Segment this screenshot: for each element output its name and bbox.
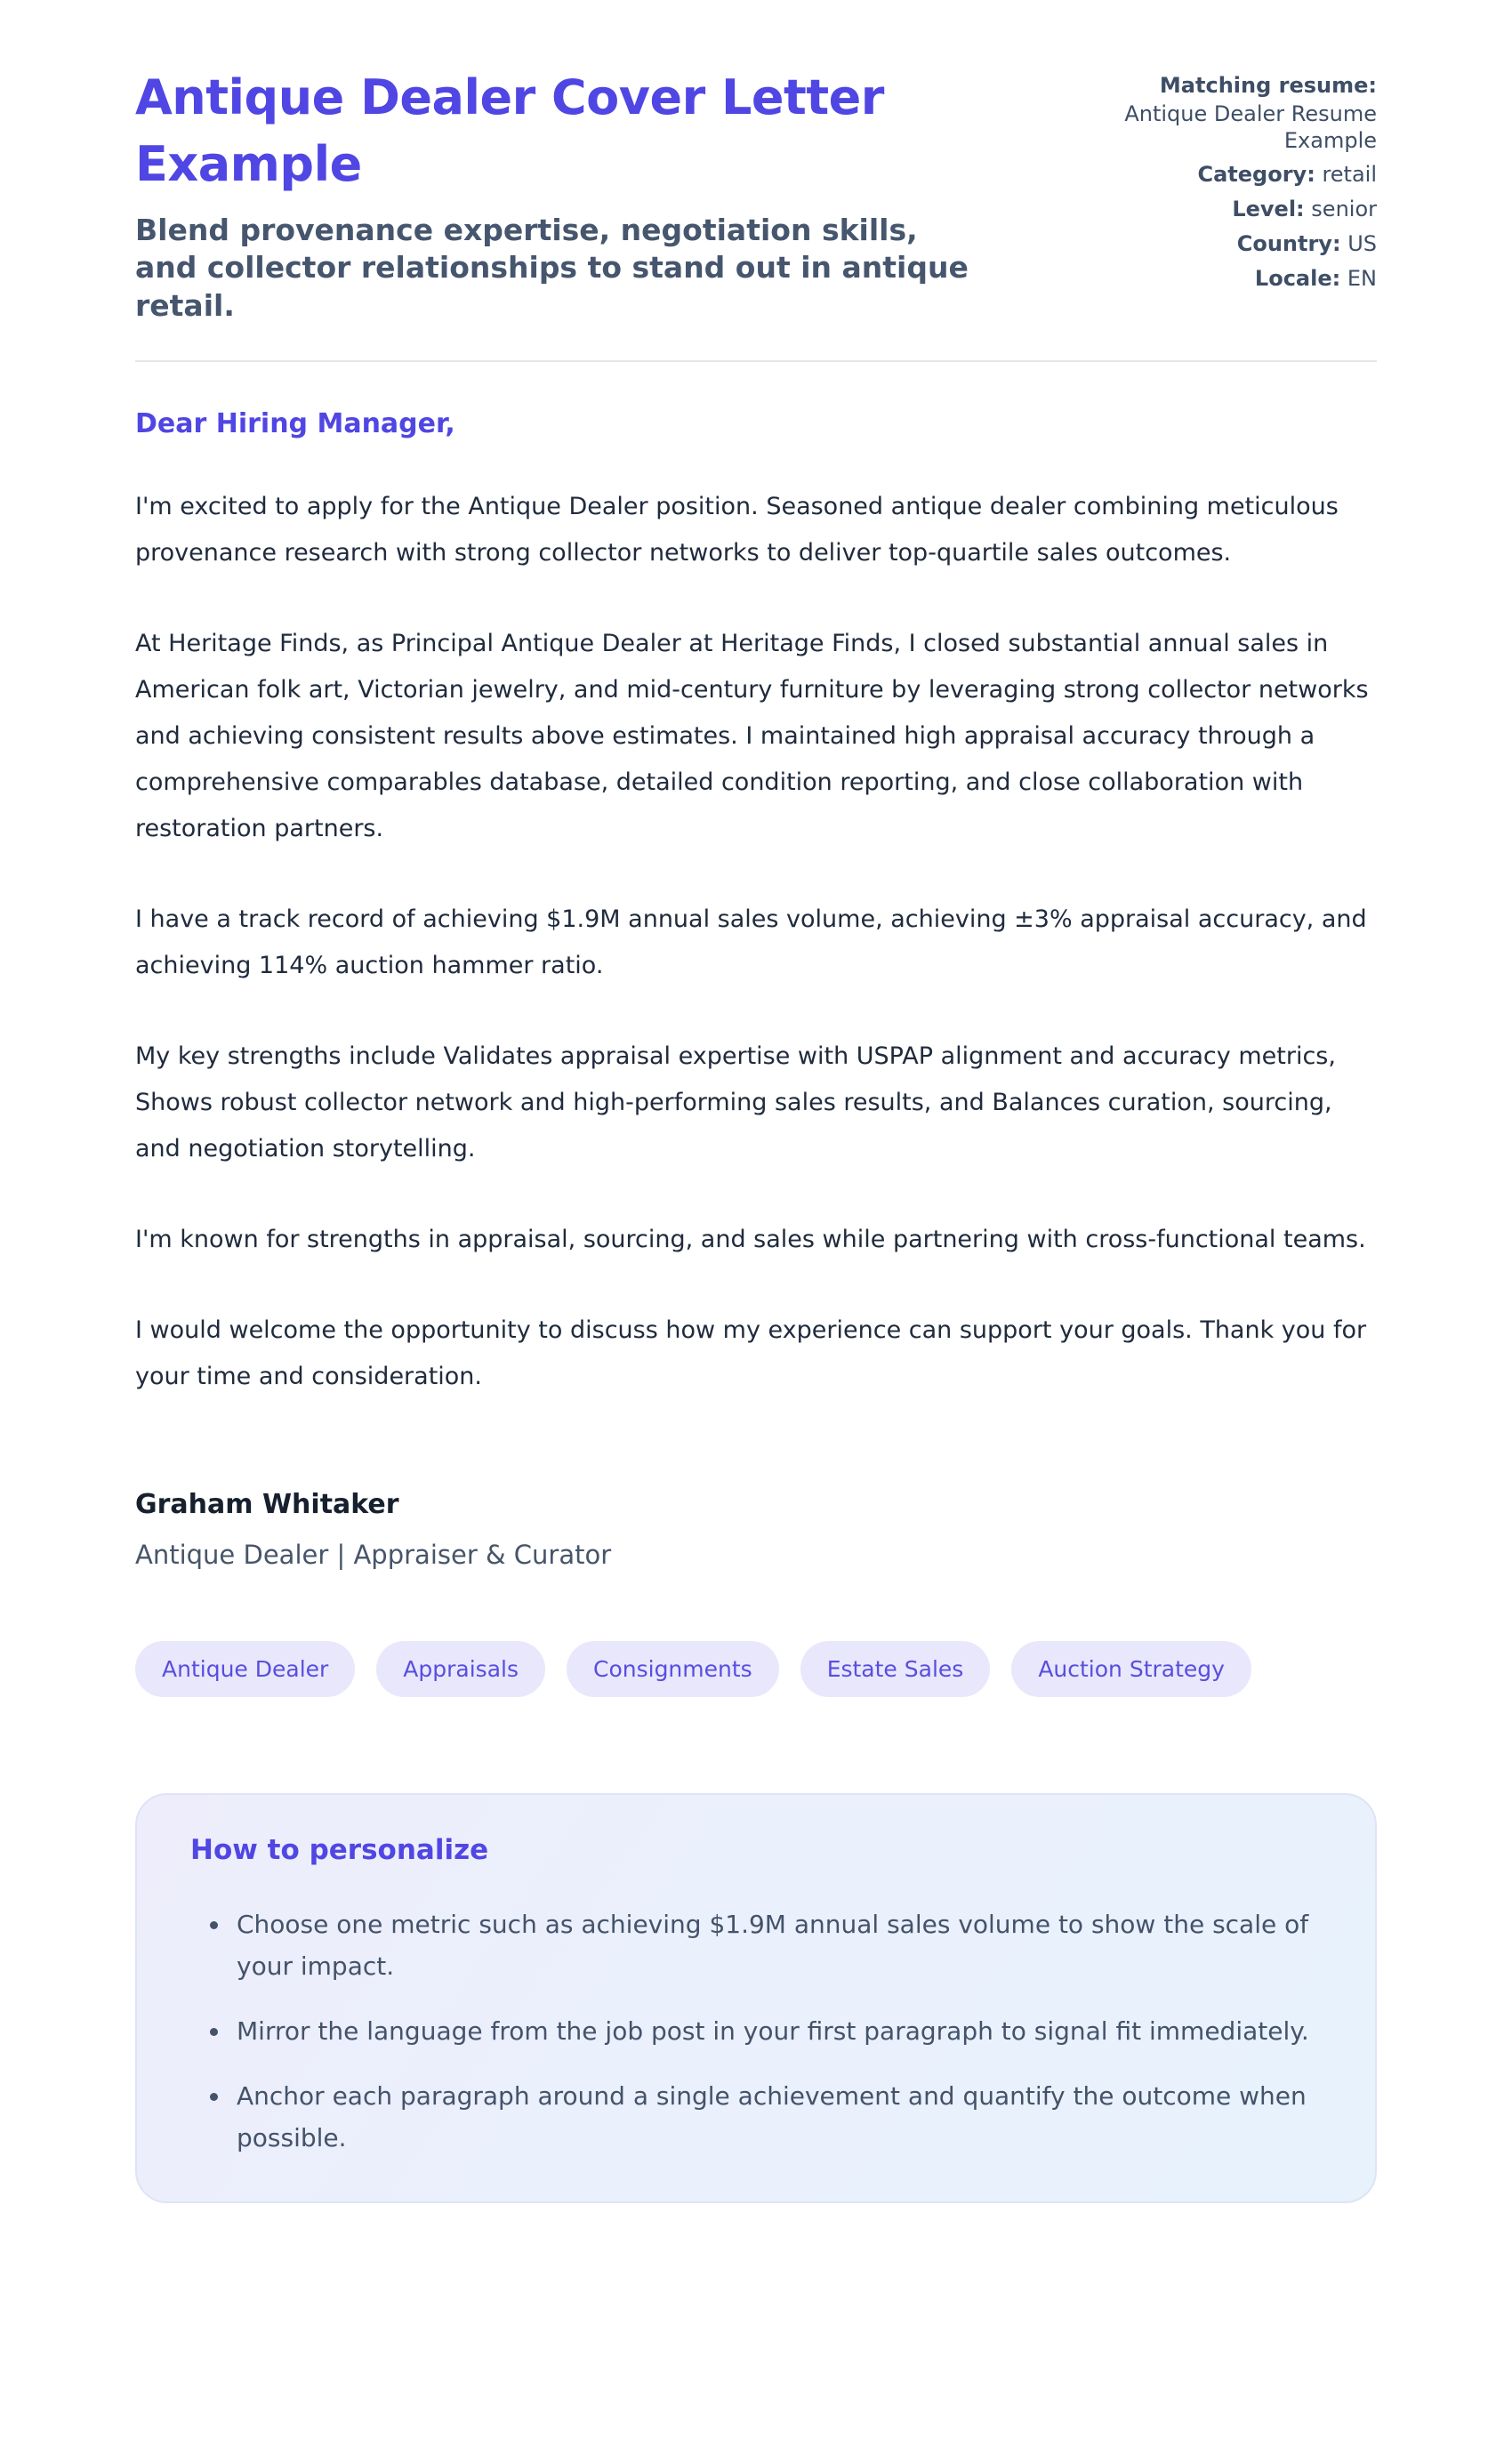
signature-name: Graham Whitaker (135, 1488, 399, 1520)
letter-paragraph-6: I would welcome the opportunity to discuss how my experience can support your goals. Thank you for your time and consideration. (135, 1316, 1367, 1390)
tip-item-3: • Anchor each paragraph around a single achievement and quantify the outcome when possible. (231, 2075, 1322, 2159)
tag-antique-dealer[interactable]: Antique Dealer (135, 1641, 355, 1697)
tipbox-list (190, 1903, 1322, 2159)
tip-item-1: • Choose one metric such as achieving $1.9M annual sales volume to show the scale of your impact. (231, 1903, 1322, 1987)
matching-resume-label: Matching resume: (1159, 73, 1377, 98)
meta-category-row (1083, 162, 1377, 189)
meta-locale-row (1083, 266, 1377, 293)
tag-estate-sales[interactable]: Estate Sales (800, 1641, 991, 1697)
tag-list (135, 1641, 1377, 1697)
header (135, 64, 1377, 325)
matching-resume-value: Antique Dealer Resume Example (1124, 101, 1377, 153)
header-title-block (135, 64, 989, 325)
salutation: Dear Hiring Manager, (135, 407, 455, 439)
meta-country-value: US (1347, 230, 1377, 256)
meta-locale-label: Locale: (1254, 265, 1341, 291)
matching-resume (1083, 73, 1377, 154)
tip-item-2: • Mirror the language from the job post in your first paragraph to signal fit immediately. (231, 2010, 1322, 2052)
letter-paragraph-1: I'm excited to apply for the Antique Dealer position. Seasoned antique dealer combining meticulous provenance research with strong collector networks to deliver top-quartile sales outcomes. (135, 492, 1339, 567)
letter-paragraph-3: I have a track record of achieving $1.9M annual sales volume, achieving ±3% appraisal accuracy, and achieving 114% auction hammer ratio. (135, 905, 1367, 979)
page-subtitle: Blend provenance expertise, negotiation skills, and collector relationships to stand out in antique retail. (135, 213, 969, 323)
resume-meta-panel (1083, 64, 1377, 292)
meta-category-value: retail (1322, 162, 1377, 188)
header-divider (135, 360, 1377, 362)
meta-level-row (1083, 197, 1377, 223)
tag-auction-strategy[interactable]: Auction Strategy (1011, 1641, 1251, 1697)
page-title: Antique Dealer Cover Letter Example (135, 69, 884, 193)
tag-appraisals[interactable]: Appraisals (376, 1641, 545, 1697)
meta-level-value: senior (1311, 197, 1377, 221)
how-to-personalize-box (135, 1793, 1377, 2203)
meta-level-label: Level: (1232, 197, 1305, 221)
meta-category-label: Category: (1197, 162, 1315, 188)
meta-country-row (1083, 231, 1377, 258)
tipbox-title: How to personalize (190, 1833, 489, 1866)
signature-title: Antique Dealer | Appraiser & Curator (135, 1539, 612, 1570)
meta-country-label: Country: (1236, 230, 1341, 256)
tag-consignments[interactable]: Consignments (567, 1641, 779, 1697)
meta-locale-value: EN (1347, 265, 1377, 291)
letter-paragraph-2: At Heritage Finds, as Principal Antique Dealer at Heritage Finds, I closed substantial annual sales in American folk art, Victorian jewelry, and mid-century furniture by leveraging strong collector networks and achieving consistent results above estimates. I maintained high appraisal accuracy through a comprehensive comparables database, detailed condition reporting, and close collaboration with restoration partners. (135, 629, 1369, 842)
letter-paragraph-5: I'm known for strengths in appraisal, sourcing, and sales while partnering with cross-functional teams. (135, 1225, 1366, 1253)
letter-paragraph-4: My key strengths include Validates appraisal expertise with USPAP alignment and accuracy metrics, Shows robust collector network and high-performing sales results, and Balances curation, sourcing, and negotiation storytelling. (135, 1042, 1336, 1163)
cover-letter-body (135, 408, 1377, 1570)
